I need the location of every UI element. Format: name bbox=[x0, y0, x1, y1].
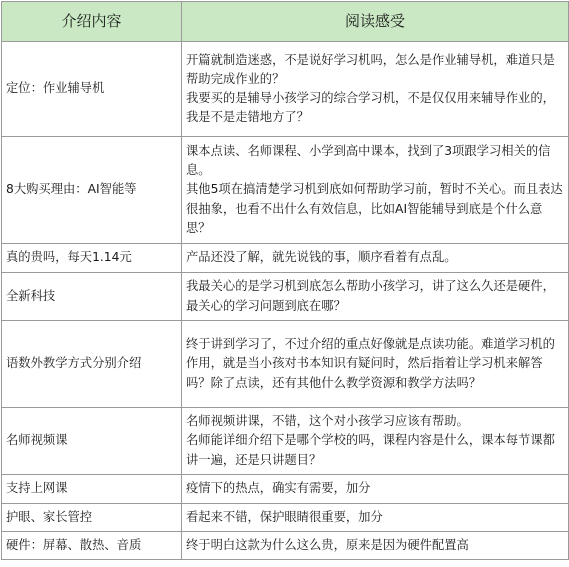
header-reading-feeling: 阅读感受 bbox=[182, 2, 569, 42]
row-topic: 硬件：屏幕、散热、音质 bbox=[2, 532, 182, 560]
row-comment bbox=[182, 475, 569, 504]
comment-paragraph: 产品还没了解，就先说钱的事，顺序看着有点乱。 bbox=[186, 250, 457, 265]
comment-paragraph: 我要买的是辅导小孩学习的综合学习机，不是仅仅用来辅导作业的，我是不是走错地方了？ bbox=[186, 91, 555, 125]
row-topic: 定位：作业辅导机 bbox=[2, 42, 182, 137]
comment-paragraph: 疫情下的热点，确实有需要，加分 bbox=[186, 481, 371, 496]
comment-paragraph: 我最关心的是学习机到底怎么帮助小孩学习，讲了这么久还是硬件，最关心的学习问题到底在哪？ bbox=[186, 279, 555, 313]
row-comment bbox=[182, 137, 569, 244]
row-comment bbox=[182, 244, 569, 273]
row-comment bbox=[182, 504, 569, 532]
comment-paragraph: 名师视频讲课，不错，这个对小孩学习应该有帮助。 bbox=[186, 414, 469, 429]
table-row bbox=[2, 137, 569, 244]
row-topic: 全新科技 bbox=[2, 273, 182, 321]
table-row bbox=[2, 475, 569, 504]
table-row bbox=[2, 321, 569, 408]
table-row bbox=[2, 42, 569, 137]
table-row bbox=[2, 244, 569, 273]
table-row bbox=[2, 532, 569, 560]
review-table bbox=[1, 1, 569, 560]
row-topic: 8大购买理由：AI智能等 bbox=[2, 137, 182, 244]
row-topic: 语数外教学方式分别介绍 bbox=[2, 321, 182, 408]
row-comment bbox=[182, 408, 569, 475]
comment-paragraph: 课本点读、名师课程、小学到高中课本，找到了3项跟学习相关的信息。 bbox=[186, 143, 551, 178]
table-row bbox=[2, 273, 569, 321]
row-topic: 名师视频课 bbox=[2, 408, 182, 475]
table-row bbox=[2, 504, 569, 532]
table-row bbox=[2, 408, 569, 475]
table-header-row bbox=[2, 2, 569, 42]
row-comment bbox=[182, 273, 569, 321]
row-comment bbox=[182, 532, 569, 560]
comment-paragraph: 终于讲到学习了，不过介绍的重点好像就是点读功能。难道学习机的作用，就是当小孩对书本知识有疑问时，然后指着让学习机来解答吗？除了点读，还有其他什么教学资源和教学方法吗？ bbox=[186, 337, 555, 390]
row-topic: 护眼、家长管控 bbox=[2, 504, 182, 532]
comment-paragraph: 开篇就制造迷惑，不是说好学习机吗，怎么是作业辅导机，难道只是帮助完成作业的？ bbox=[186, 52, 555, 86]
row-comment bbox=[182, 321, 569, 408]
comment-paragraph: 名师能详细介绍下是哪个学校的吗，课程内容是什么，课本每节课都讲一遍，还是只讲题目？ bbox=[186, 433, 555, 467]
header-intro-content: 介绍内容 bbox=[2, 2, 182, 42]
row-comment bbox=[182, 42, 569, 137]
row-topic: 真的贵吗，每天1.14元 bbox=[2, 244, 182, 273]
comment-paragraph: 终于明白这款为什么这么贵，原来是因为硬件配置高 bbox=[186, 537, 469, 552]
comment-paragraph: 看起来不错，保护眼睛很重要，加分 bbox=[186, 509, 383, 524]
row-topic: 支持上网课 bbox=[2, 475, 182, 504]
comment-paragraph: 其他5项在搞清楚学习机到底如何帮助学习前，暂时不关心。而且表达很抽象，也看不出什么有效信息，比如AI智能辅导到底是个什么意思？ bbox=[186, 182, 563, 235]
